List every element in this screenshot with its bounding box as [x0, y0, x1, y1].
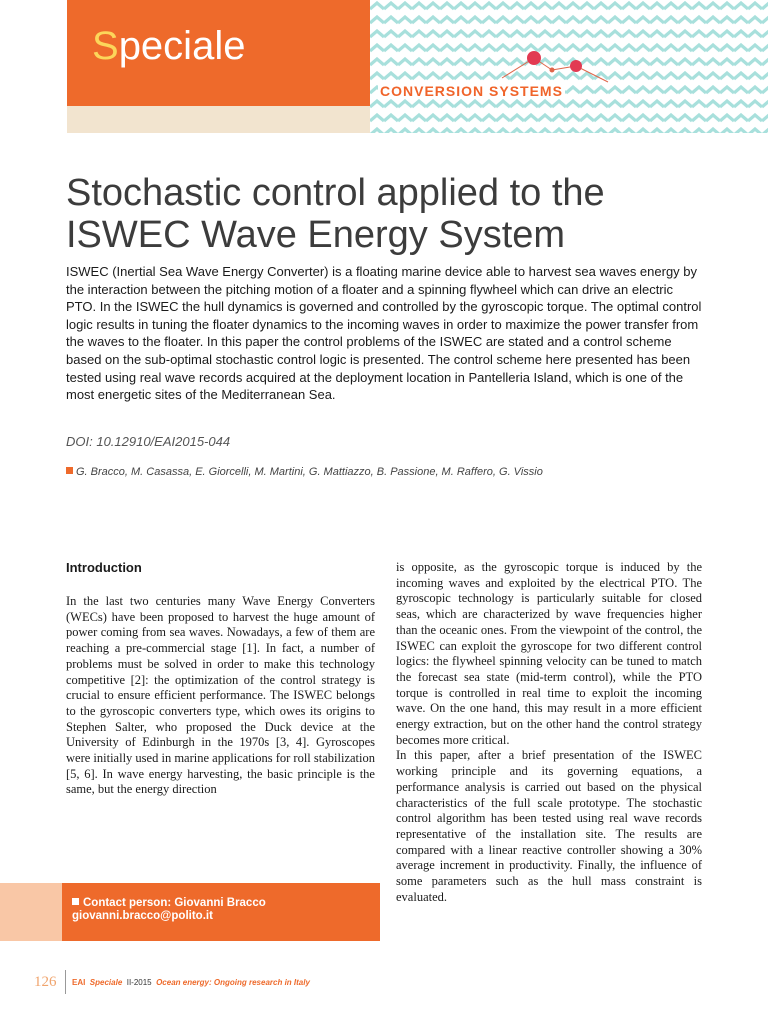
page-footer — [0, 970, 768, 1000]
article-authors-text: G. Bracco, M. Casassa, E. Giorcelli, M. Martini, G. Mattiazzo, B. Passione, M. Raffero, G. Vissio — [76, 466, 543, 478]
body-paragraph: is opposite, as the gyroscopic torque is induced by the incoming waves and exploited by the electrical PTO. The gyroscopic technology is particularly suitable for closed seas, which are characterized by wave frequencies higher than the oceanic ones. From the viewpoint of the control, the ISWEC can exploit the gyroscope for two different control logics: the flywheel spinning velocity can be tuned to match the forecast sea state (mid-term control), while the PTO torque is controlled in real time to exploit the incoming wave. On the one hand, this may result in a more efficient energy extraction, but on the other hand the control strategy becomes more critical. — [396, 560, 702, 747]
contact-info — [72, 897, 266, 923]
footer-issue: II-2015 — [126, 978, 152, 987]
article-authors — [66, 466, 543, 478]
body-paragraph: In this paper, after a brief presentation of the ISWEC working principle and its governing equations, a performance analysis is carried out based on the physical characteristics of the full scale prototype. The stochastic control algorithm has been tested using real wave records representative of the installation site. The results are compared with a linear reactive controller showing a 30% average increment in productivity. Finally, the influence of some parameters such as the hull mass constraint is evaluated. — [396, 748, 702, 904]
footer-divider — [65, 970, 66, 994]
section-title-first-letter: S — [92, 24, 119, 68]
article-title — [66, 172, 746, 256]
zigzag-pattern-graphic — [370, 0, 768, 133]
category-label: CONVERSION SYSTEMS — [380, 83, 563, 99]
section-title — [92, 24, 245, 69]
article-title-line2: ISWEC Wave Energy System — [66, 214, 566, 256]
article-abstract: ISWEC (Inertial Sea Wave Energy Converter) is a floating marine device able to harvest sea waves energy by the interaction between the pitching motion of a floater and a spinning flywheel which can drive an electric PTO. In the ISWEC the hull dynamics is governed and controlled by the gyroscopic torque. The optimal control logic results in tuning the floater dynamics to the incoming waves in order to maximize the power transfer from the waves to the floater. In this paper the control problems of the ISWEC are stated and a control scheme based on the sub-optimal stochastic control logic is presented. The control scheme here presented has been tested using real wave records acquired at the deployment location in Pantelleria Island, which is one of the most energetic sites of the Mediterranean Sea. — [66, 264, 702, 403]
bullet-square-icon — [66, 467, 73, 474]
section-title-rest: peciale — [118, 24, 246, 68]
article-doi: DOI: 10.12910/EAI2015-044 — [66, 434, 231, 449]
body-paragraph: In the last two centuries many Wave Energy Converters (WECs) have been proposed to harvest the huge amount of power coming from sea waves. Nowadays, a few of them are reaching a pre-commercial stage [1]. In fact, a number of problems must be solved in order to make this technology competitive [2]: the optimization of the control strategy is crucial to ensure efficient performance. The ISWEC belongs to the gyroscopic converters type, which owes its origins to Stephen Salter, who proposed the Duck device at the University of Edinburgh in the 1970s [3, 4]. Gyroscopes were initially used in marine applications for roll stabilization [5, 6]. In wave energy harvesting, the basic principle is the same, but the energy direction — [66, 594, 375, 797]
footer-running-title — [72, 978, 310, 987]
footer-brand: EAI — [72, 978, 86, 987]
body-column-left — [66, 594, 375, 798]
section-header-strip — [67, 106, 370, 133]
contact-box-accent — [0, 883, 62, 941]
footer-topic: Ocean energy: Ongoing research in Italy — [156, 978, 310, 987]
contact-person: Contact person: Giovanni Bracco — [83, 897, 266, 909]
bullet-square-icon — [72, 898, 79, 905]
footer-section: Speciale — [89, 978, 123, 987]
page-number: 126 — [34, 974, 57, 990]
body-column-right — [396, 560, 702, 905]
contact-box — [0, 883, 380, 941]
article-title-line1: Stochastic control applied to the — [66, 172, 605, 214]
introduction-heading: Introduction — [66, 560, 142, 575]
contact-email[interactable]: giovanni.bracco@polito.it — [72, 910, 213, 922]
